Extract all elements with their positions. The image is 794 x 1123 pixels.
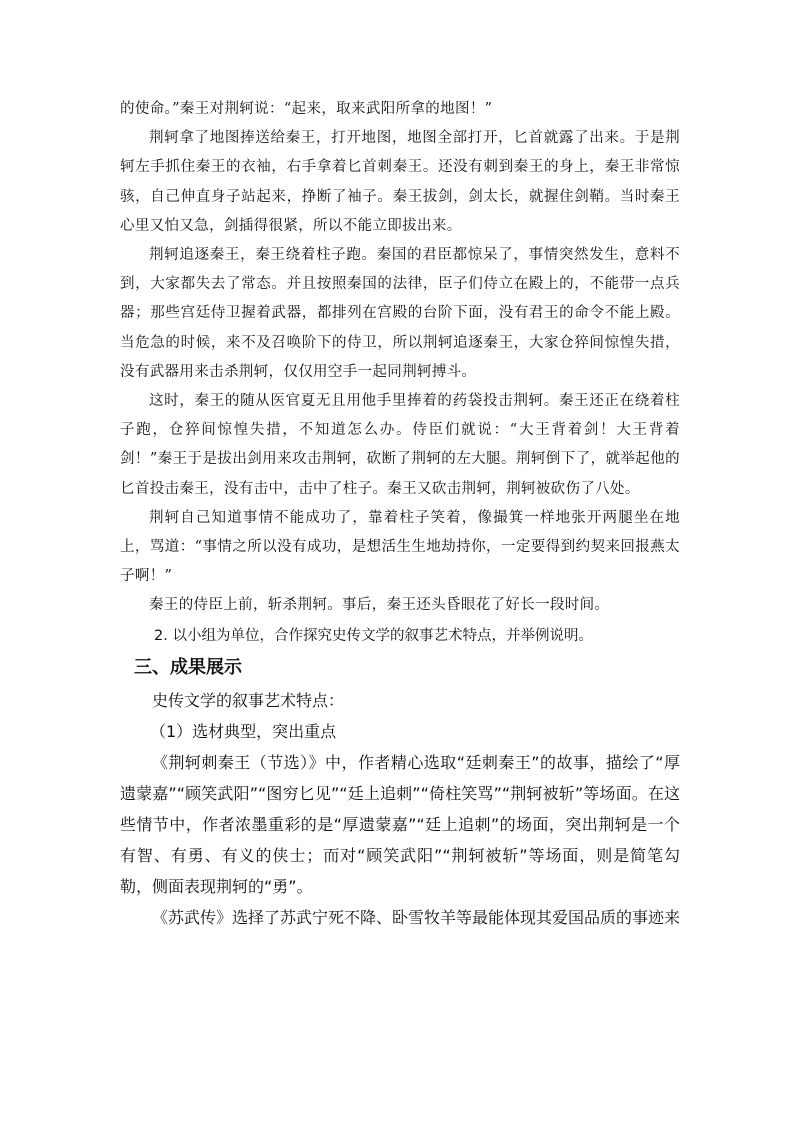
passage-paragraph: 秦王的侍臣上前，斩杀荆轲。事后，秦王还头昏眼花了好长一段时间。	[149, 597, 610, 614]
passage-paragraph: 荆轲拿了地图捧送给秦王，打开地图，地图全部打开，匕首就露了出来。于是荆轲左手抓住秦王的衣袖，右手拿着匕首刺秦王。还没有刺到秦王的身上，秦王非常惊骇，自己伸直身子站起来，挣断了袖子。秦王拔剑，剑太长，就握住剑鞘。当时秦王心里又怕又急，剑插得很紧，所以不能立即拔出来。	[120, 130, 680, 234]
point-heading: （1）选材典型，突出重点	[150, 721, 337, 741]
passage-paragraph: 的使命。”秦王对荆轲说：“起来，取来武阳所拿的地图！”	[120, 101, 493, 117]
passage-paragraph: 荆轲追逐秦王，秦王绕着柱子跑。秦国的君臣都惊呆了，事情突然发生，意料不到，大家都失去了常态。并且按照秦国的法律，臣子们侍立在殿上的，不能带一点兵器；那些宫廷侍卫握着武器，都排列在宫殿的台阶下面，没有君王的命令不能上殿。当危急的时候，来不及召唤阶下的侍卫，所以荆轲追逐秦王，大家仓猝间惊惶失措，没有武器用来击杀荆轲，仅仅用空手一起同荆轲搏斗。	[120, 247, 680, 380]
document-page	[120, 95, 680, 933]
question-item: 2. 以小组为单位，合作探究史传文学的叙事艺术特点，并举例说明。	[154, 627, 593, 644]
section-heading: 三、成果展示	[134, 656, 242, 678]
analysis-paragraph: 《荆轲刺秦王（节选）》中，作者精心选取“廷刺秦王”的故事，描绘了“厚遗蒙嘉”“顾笑武阳”“图穷匕见”“廷上追刺”“倚柱笑骂”“荆轲被斩”等场面。在这些情节中，作者浓墨重彩的是“厚遗蒙嘉”“廷上追刺”的场面，突出荆轲是一个有智、有勇、有义的侠士；而对“顾笑武阳”“荆轲被斩”等场面，则是简笔勾勒，侧面表现荆轲的“勇”。	[120, 752, 680, 896]
intro-text: 史传文学的叙事艺术特点：	[152, 690, 345, 710]
passage-paragraph: 这时，秦王的随从医官夏无且用他手里捧着的药袋投击荆轲。秦王还正在绕着柱子跑，仓猝间惊惶失措，不知道怎么办。侍臣们就说：“大王背着剑！大王背着剑！”秦王于是拔出剑用来攻击荆轲，砍断了荆轲的左大腿。荆轲倒下了，就举起他的匕首投击秦王，没有击中，击中了柱子。秦王又砍击荆轲，荆轲被砍伤了八处。	[120, 393, 680, 497]
analysis-paragraph: 《苏武传》选择了苏武宁死不降、卧雪牧羊等最能体现其爱国品质的事迹来	[152, 907, 681, 927]
passage-paragraph: 荆轲自己知道事情不能成功了，靠着柱子笑着，像撮箕一样地张开两腿坐在地上，骂道：“事情之所以没有成功，是想活生生地劫持你，一定要得到约契来回报燕太子啊！”	[120, 509, 680, 585]
